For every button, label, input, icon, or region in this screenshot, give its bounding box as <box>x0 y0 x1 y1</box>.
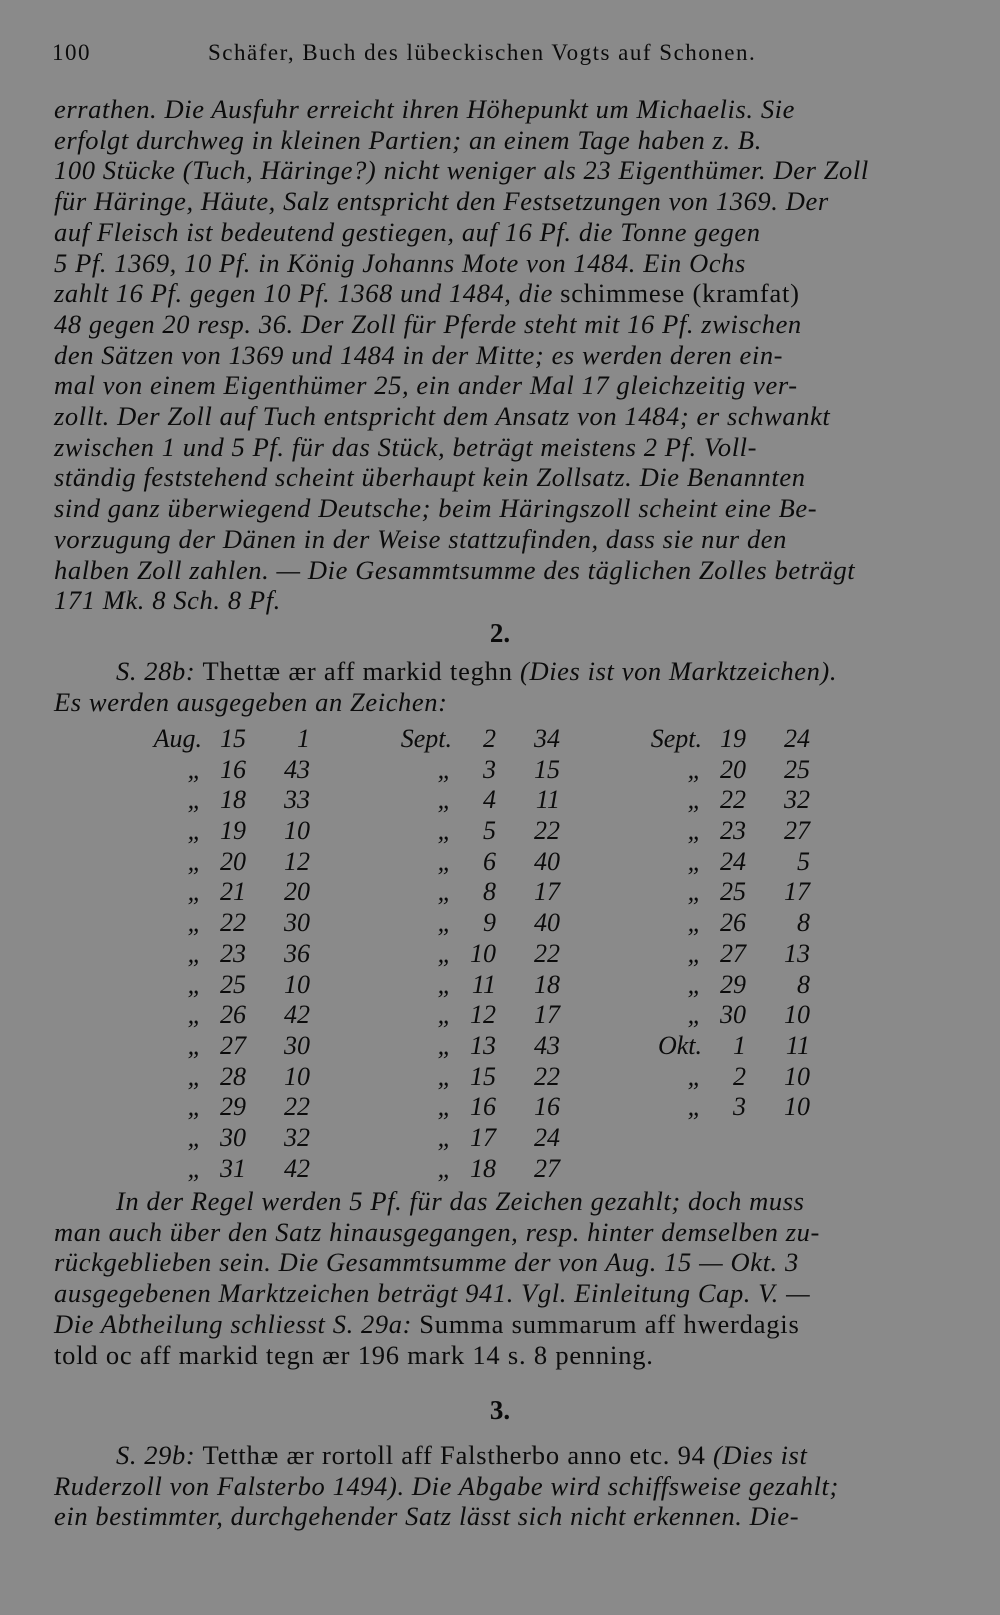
table-cell-month: „ <box>187 754 202 784</box>
table-cell-month: „ <box>187 1000 202 1030</box>
table-cell-count: 42 <box>284 1000 310 1030</box>
table-cell-month: „ <box>437 969 452 999</box>
table-cell-day: 16 <box>470 1092 496 1122</box>
table-cell-month: „ <box>437 908 452 938</box>
running-title: Schäfer, Buch des lübeckischen Vogts auf Schonen. <box>208 40 757 65</box>
table-cell-day: 27 <box>220 1030 246 1060</box>
text-line: erfolgt durchweg in kleinen Partien; an einem Tage haben z. B. <box>54 124 762 155</box>
text-line <box>54 278 960 309</box>
table-cell-count: 17 <box>534 877 560 907</box>
table-cell-day: 3 <box>483 754 496 784</box>
table-cell-month: „ <box>437 846 452 876</box>
table-cell-count: 40 <box>534 846 560 876</box>
table-cell-count: 43 <box>534 1030 560 1060</box>
table-cell-day: 13 <box>470 1030 496 1060</box>
table-cell-count: 32 <box>284 1122 310 1152</box>
table-cell-month: „ <box>437 785 452 815</box>
table-cell-count: 17 <box>534 1000 560 1030</box>
table-cell-month: „ <box>187 969 202 999</box>
section3-paragraph <box>54 1440 960 1532</box>
table-cell-day: 28 <box>220 1061 246 1091</box>
table-cell-count: 17 <box>784 877 810 907</box>
table-cell-count: 5 <box>797 846 810 876</box>
table-cell-month: „ <box>437 938 452 968</box>
table-cell-day: 3 <box>733 1092 746 1122</box>
table-cell-day: 17 <box>470 1122 496 1152</box>
source-reference: S. 29b: <box>116 1440 196 1470</box>
table-cell-month: „ <box>687 754 702 784</box>
table-cell-month: „ <box>187 846 202 876</box>
text-line: halben Zoll zahlen. — Die Gesammtsumme des täglichen Zolles beträgt <box>54 554 856 585</box>
table-cell-day: 2 <box>483 724 496 753</box>
table-cell-day: 23 <box>720 816 746 846</box>
table-cell-month: „ <box>687 877 702 907</box>
text-line: 48 gegen 20 resp. 36. Der Zoll für Pferde steht mit 16 Pf. zwischen <box>54 308 802 339</box>
table-cell-day: 29 <box>220 1092 246 1122</box>
table-cell-count: 36 <box>284 938 310 968</box>
table-cell-count: 12 <box>284 846 310 876</box>
translation-gloss: (Dies ist von Marktzeichen). <box>520 656 838 686</box>
table-cell-count: 18 <box>534 969 560 999</box>
table-cell-month: „ <box>187 1092 202 1122</box>
table-cell-month: Aug. <box>153 724 202 753</box>
table-cell-month: „ <box>687 938 702 968</box>
table-cell-month: „ <box>187 785 202 815</box>
table-cell-count: 10 <box>784 1000 810 1030</box>
table-cell-count: 42 <box>284 1153 310 1183</box>
table-cell-day: 25 <box>720 877 746 907</box>
table-cell-count: 10 <box>284 816 310 846</box>
table-cell-count: 13 <box>784 938 810 968</box>
section2-heading <box>54 656 960 717</box>
table-cell-month: „ <box>687 785 702 815</box>
table-cell-day: 26 <box>720 908 746 938</box>
table-cell-month: „ <box>437 1061 452 1091</box>
text-line: vorzugung der Dänen in der Weise stattzufinden, dass sie nur den <box>54 523 788 554</box>
table-cell-month: „ <box>687 969 702 999</box>
table-cell-month: „ <box>687 1092 702 1122</box>
table-cell-count: 34 <box>534 724 560 753</box>
table-cell-day: 26 <box>220 1000 246 1030</box>
table-cell-day: 11 <box>471 969 496 999</box>
quoted-term: schimmese (kramfat) <box>560 278 800 309</box>
section-number-3: 3. <box>489 1395 511 1425</box>
table-cell-month: Sept. <box>400 724 452 753</box>
table-cell-day: 31 <box>220 1153 246 1183</box>
table-cell-month: Sept. <box>650 724 702 753</box>
text-run: Die Abtheilung schliesst S. 29a: <box>54 1308 420 1339</box>
table-cell-count: 30 <box>284 1030 310 1060</box>
source-quote: Summa summarum aff hwerdagis <box>419 1308 800 1339</box>
table-cell-day: 8 <box>483 877 496 907</box>
text-line: auf Fleisch ist bedeutend gestiegen, auf 16 Pf. die Tonne gegen <box>54 216 761 247</box>
table-cell-day: 15 <box>470 1061 496 1091</box>
table-cell-day: 30 <box>220 1122 246 1152</box>
table-cell-day: 22 <box>220 908 246 938</box>
source-quote: Tetthæ ær rortoll aff Falstherbo anno etc. 94 <box>202 1440 706 1470</box>
text-line: man auch über den Satz hinausgegangen, resp. hinter demselben zu- <box>54 1216 820 1247</box>
text-line <box>54 656 960 687</box>
table-cell-count: 1 <box>297 724 310 753</box>
text-line: zollt. Der Zoll auf Tuch entspricht dem Ansatz von 1484; er schwankt <box>54 401 831 432</box>
table-cell-day: 12 <box>470 1000 496 1030</box>
text-run: zahlt 16 Pf. gegen 10 Pf. 1368 und 1484, die <box>54 278 561 309</box>
table-cell-month: „ <box>437 1122 452 1152</box>
table-cell-count: 40 <box>534 908 560 938</box>
text-line: told oc aff markid tegn ær 196 mark 14 s. 8 penning. <box>54 1339 654 1370</box>
source-reference: S. 28b: <box>116 656 196 686</box>
table-cell-month: „ <box>187 1122 202 1152</box>
table-cell-day: 29 <box>720 969 746 999</box>
table-cell-day: 4 <box>483 785 496 815</box>
table-cell-count: 10 <box>284 1061 310 1091</box>
intro-paragraph <box>54 94 960 616</box>
text-line <box>54 1309 960 1340</box>
text-line: errathen. Die Ausfuhr erreicht ihren Höhepunkt um Michaelis. Sie <box>54 94 796 124</box>
table-cell-day: 20 <box>220 846 246 876</box>
table-cell-count: 10 <box>784 1092 810 1122</box>
table-cell-month: „ <box>687 1061 702 1091</box>
translation-gloss: (Dies ist <box>712 1440 808 1470</box>
table-cell-count: 11 <box>785 1030 810 1060</box>
table-cell-day: 16 <box>220 754 246 784</box>
table-cell-month: „ <box>437 1092 452 1122</box>
table-cell-month: „ <box>187 1030 202 1060</box>
table-cell-count: 22 <box>534 816 560 846</box>
page-number: 100 <box>52 40 91 65</box>
table-cell-day: 19 <box>220 816 246 846</box>
table-cell-day: 9 <box>483 908 496 938</box>
text-line: ständig feststehend scheint überhaupt kein Zollsatz. Die Benannten <box>54 462 806 493</box>
text-line: ein bestimmter, durchgehender Satz lässt sich nicht erkennen. Die- <box>54 1501 800 1532</box>
table-cell-month: „ <box>187 1061 202 1091</box>
table-cell-month: „ <box>437 1030 452 1060</box>
table-cell-month: „ <box>687 816 702 846</box>
table-cell-day: 25 <box>220 969 246 999</box>
table-cell-count: 20 <box>284 877 310 907</box>
table-cell-day: 6 <box>483 846 496 876</box>
table-cell-count: 32 <box>784 785 810 815</box>
table-cell-month: „ <box>187 938 202 968</box>
table-cell-day: 18 <box>220 785 246 815</box>
table-cell-day: 2 <box>733 1061 746 1091</box>
table-cell-month: „ <box>437 877 452 907</box>
table-cell-count: 10 <box>784 1061 810 1091</box>
table-cell-count: 43 <box>284 754 310 784</box>
text-line: 171 Mk. 8 Sch. 8 Pf. <box>54 585 281 616</box>
table-cell-count: 22 <box>534 1061 560 1091</box>
table-cell-day: 20 <box>720 754 746 784</box>
table-cell-count: 8 <box>797 908 810 938</box>
table-cell-count: 22 <box>284 1092 310 1122</box>
table-cell-count: 24 <box>534 1122 560 1152</box>
table-cell-day: 18 <box>470 1153 496 1183</box>
table-cell-month: „ <box>687 908 702 938</box>
table-cell-count: 16 <box>534 1092 560 1122</box>
text-line: 100 Stücke (Tuch, Häringe?) nicht weniger als 23 Eigenthümer. Der Zoll <box>54 155 869 186</box>
section2-summary <box>54 1186 960 1370</box>
text-line: sind ganz überwiegend Deutsche; beim Häringszoll scheint eine Be- <box>54 493 818 524</box>
table-cell-month: „ <box>437 1153 452 1183</box>
text-line: Es werden ausgegeben an Zeichen: <box>54 686 448 717</box>
table-cell-month: Okt. <box>657 1030 702 1060</box>
table-cell-count: 22 <box>534 938 560 968</box>
table-cell-day: 30 <box>720 1000 746 1030</box>
table-cell-day: 10 <box>470 938 496 968</box>
table-cell-day: 1 <box>733 1030 746 1060</box>
text-line: In der Regel werden 5 Pf. für das Zeichen gezahlt; doch muss <box>116 1186 805 1216</box>
table-cell-month: „ <box>187 877 202 907</box>
text-line: mal von einem Eigenthümer 25, ein ander Mal 17 gleichzeitig ver- <box>54 370 798 401</box>
section-number-2: 2. <box>489 618 511 648</box>
table-cell-month: „ <box>187 816 202 846</box>
table-cell-day: 22 <box>720 785 746 815</box>
table-cell-day: 21 <box>220 877 246 907</box>
table-cell-day: 24 <box>720 846 746 876</box>
table-cell-count: 27 <box>784 816 810 846</box>
text-line <box>54 1440 960 1471</box>
text-line: rückgeblieben sein. Die Gesammtsumme der von Aug. 15 — Okt. 3 <box>54 1247 799 1278</box>
table-cell-count: 8 <box>797 969 810 999</box>
text-line: Ruderzoll von Falsterbo 1494). Die Abgabe wird schiffsweise gezahlt; <box>54 1470 839 1501</box>
table-cell-month: „ <box>187 908 202 938</box>
table-cell-count: 30 <box>284 908 310 938</box>
table-cell-day: 23 <box>220 938 246 968</box>
table-cell-month: „ <box>687 846 702 876</box>
table-cell-day: 27 <box>720 938 746 968</box>
table-cell-count: 33 <box>284 785 310 815</box>
text-line: zwischen 1 und 5 Pf. für das Stück, beträgt meistens 2 Pf. Voll- <box>54 431 758 462</box>
table-cell-count: 24 <box>784 724 810 753</box>
table-cell-month: „ <box>437 816 452 846</box>
text-line: ausgegebenen Marktzeichen beträgt 941. Vgl. Einleitung Cap. V. — <box>54 1278 811 1309</box>
text-line: 5 Pf. 1369, 10 Pf. in König Johanns Mote von 1484. Ein Ochs <box>54 247 746 278</box>
table-cell-day: 19 <box>720 724 746 753</box>
table-cell-count: 10 <box>284 969 310 999</box>
table-cell-day: 5 <box>483 816 496 846</box>
table-cell-count: 27 <box>534 1153 560 1183</box>
text-line: den Sätzen von 1369 und 1484 in der Mitte; es werden deren ein- <box>54 339 784 370</box>
table-cell-month: „ <box>187 1153 202 1183</box>
source-quote: Thettæ ær aff markid teghn <box>202 656 513 686</box>
table-cell-month: „ <box>687 1000 702 1030</box>
table-cell-day: 15 <box>220 724 246 753</box>
table-cell-count: 15 <box>534 754 560 784</box>
table-cell-count: 25 <box>784 754 810 784</box>
table-cell-month: „ <box>437 754 452 784</box>
table-cell-month: „ <box>437 1000 452 1030</box>
table-cell-count: 11 <box>535 785 560 815</box>
text-line: für Häringe, Häute, Salz entspricht den Festsetzungen von 1369. Der <box>54 186 829 217</box>
